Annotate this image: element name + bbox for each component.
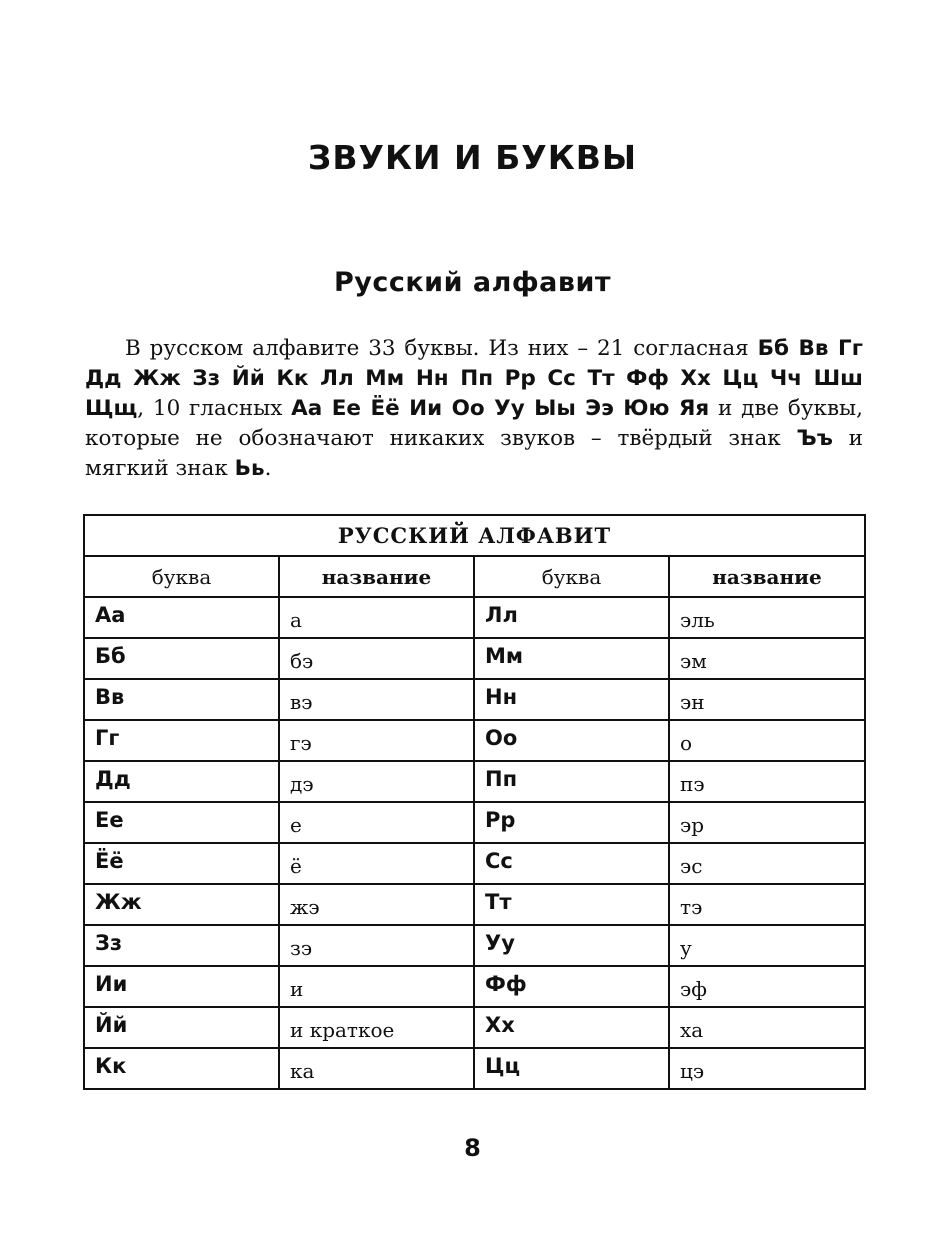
- letter-cell: [474, 884, 669, 925]
- hard-sign: Ъъ: [796, 426, 833, 451]
- letter-name: а: [290, 607, 302, 632]
- letter-value: Хх: [485, 1012, 515, 1037]
- page-number: 8: [464, 1134, 481, 1162]
- letter-cell: [474, 1048, 669, 1089]
- table-row: [84, 761, 865, 802]
- name-cell: [279, 720, 474, 761]
- letter-cell: [474, 761, 669, 802]
- table-row: [84, 925, 865, 966]
- intro-text-4: и мягкий знак: [85, 426, 863, 481]
- letter-value: Бб: [95, 643, 126, 668]
- letter-name: эн: [680, 689, 705, 714]
- letter-cell: [474, 720, 669, 761]
- name-cell: [669, 1048, 865, 1089]
- name-cell: [279, 597, 474, 638]
- letter-cell: [84, 884, 279, 925]
- letter-cell: [84, 638, 279, 679]
- table-row: [84, 720, 865, 761]
- letter-cell: [474, 802, 669, 843]
- letter-name: гэ: [290, 730, 312, 755]
- page-title: ЗВУКИ И БУКВЫ: [307, 138, 638, 177]
- name-cell: [669, 720, 865, 761]
- name-cell: [669, 761, 865, 802]
- letter-name: и краткое: [290, 1017, 395, 1042]
- letter-cell: [474, 843, 669, 884]
- letter-name: эль: [680, 607, 715, 632]
- letter-value: Тт: [485, 889, 512, 914]
- letter-cell: [84, 761, 279, 802]
- letter-cell: [84, 720, 279, 761]
- alphabet-table: [83, 514, 866, 1090]
- section-title: Русский алфавит: [333, 267, 612, 298]
- table-row: [84, 802, 865, 843]
- table-caption-row: [84, 515, 865, 556]
- intro-text-1: В русском алфавите 33 буквы. Из них – 21 согласная: [125, 336, 758, 361]
- letter-value: Ее: [95, 807, 124, 832]
- letter-value: Йй: [95, 1012, 128, 1037]
- letter-value: Сс: [485, 848, 513, 873]
- name-cell: [669, 638, 865, 679]
- intro-text-3: и две буквы, которые не обозначают никаких звуков – твёрдый знак: [85, 396, 864, 451]
- letter-value: Жж: [95, 889, 142, 914]
- letter-name: е: [290, 812, 302, 837]
- intro-text-5: .: [264, 456, 272, 481]
- letter-name: вэ: [290, 689, 313, 714]
- letter-name: зэ: [290, 935, 313, 960]
- letter-cell: [84, 1007, 279, 1048]
- letter-value: Аа: [95, 602, 126, 627]
- name-cell: [279, 1048, 474, 1089]
- letter-name: жэ: [290, 894, 320, 919]
- name-cell: [279, 1007, 474, 1048]
- letter-cell: [474, 597, 669, 638]
- table-row: [84, 966, 865, 1007]
- table-row: [84, 679, 865, 720]
- name-cell: [279, 802, 474, 843]
- letter-value: Уу: [485, 930, 515, 955]
- name-cell: [279, 638, 474, 679]
- letter-name: цэ: [680, 1058, 705, 1083]
- letter-cell: [84, 966, 279, 1007]
- letter-name: ё: [290, 853, 302, 878]
- letter-cell: [84, 925, 279, 966]
- consonant-list: Бб Вв Гг Дд Жж Зз Йй Кк Лл Мм Нн Пп Рр Сс Тт Фф Хх Цц Чч Шш Щщ: [85, 336, 863, 421]
- letter-value: Фф: [485, 971, 527, 996]
- intro-text-2: , 10 гласных: [137, 396, 292, 421]
- letter-value: Цц: [485, 1053, 521, 1078]
- table-row: [84, 843, 865, 884]
- table-caption: РУССКИЙ АЛФАВИТ: [84, 515, 865, 556]
- letter-value: Кк: [95, 1053, 127, 1078]
- letter-name: тэ: [680, 894, 703, 919]
- name-cell: [669, 925, 865, 966]
- letter-name: и: [290, 976, 304, 1001]
- name-cell: [279, 884, 474, 925]
- letter-name: дэ: [290, 771, 314, 796]
- letter-value: Зз: [95, 930, 123, 955]
- letter-value: Лл: [485, 602, 518, 627]
- name-cell: [279, 679, 474, 720]
- letter-cell: [474, 679, 669, 720]
- table-row: [84, 597, 865, 638]
- letter-value: Ии: [95, 971, 128, 996]
- table-row: [84, 1048, 865, 1089]
- letter-name: пэ: [680, 771, 705, 796]
- table-row: [84, 884, 865, 925]
- table-row: [84, 638, 865, 679]
- name-cell: [279, 966, 474, 1007]
- vowel-list: Аа Ее Ёё Ии Оо Уу Ыы Ээ Юю Яя: [291, 396, 710, 421]
- letter-name: эф: [680, 976, 707, 1001]
- soft-sign: Ьь: [234, 456, 265, 481]
- letter-value: Рр: [485, 807, 516, 832]
- letter-name: эм: [680, 648, 707, 673]
- name-cell: [279, 843, 474, 884]
- table-header-row: [84, 556, 865, 597]
- letter-value: Гг: [95, 725, 120, 750]
- header-letter-1: буква: [84, 556, 279, 597]
- letter-name: о: [680, 730, 693, 755]
- letter-name: ха: [680, 1017, 704, 1042]
- letter-name: эс: [680, 853, 703, 878]
- letter-value: Пп: [485, 766, 518, 791]
- letter-name: бэ: [290, 648, 314, 673]
- letter-value: Вв: [95, 684, 125, 709]
- name-cell: [669, 884, 865, 925]
- letter-name: эр: [680, 812, 705, 837]
- name-cell: [279, 925, 474, 966]
- letter-value: Дд: [95, 766, 131, 791]
- table-row: [84, 1007, 865, 1048]
- name-cell: [669, 966, 865, 1007]
- name-cell: [279, 761, 474, 802]
- letter-cell: [84, 597, 279, 638]
- intro-paragraph: [85, 334, 863, 484]
- letter-value: Ёё: [95, 848, 124, 873]
- letter-cell: [474, 966, 669, 1007]
- name-cell: [669, 843, 865, 884]
- name-cell: [669, 597, 865, 638]
- letter-cell: [474, 1007, 669, 1048]
- header-name-1: название: [279, 556, 474, 597]
- letter-cell: [474, 925, 669, 966]
- name-cell: [669, 1007, 865, 1048]
- letter-cell: [84, 802, 279, 843]
- letter-cell: [474, 638, 669, 679]
- letter-cell: [84, 1048, 279, 1089]
- letter-name: у: [680, 935, 692, 960]
- letter-value: Оо: [485, 725, 518, 750]
- header-letter-2: буква: [474, 556, 669, 597]
- header-name-2: название: [669, 556, 865, 597]
- letter-name: ка: [290, 1058, 315, 1083]
- name-cell: [669, 802, 865, 843]
- letter-value: Мм: [485, 643, 524, 668]
- letter-cell: [84, 843, 279, 884]
- name-cell: [669, 679, 865, 720]
- letter-value: Нн: [485, 684, 518, 709]
- letter-cell: [84, 679, 279, 720]
